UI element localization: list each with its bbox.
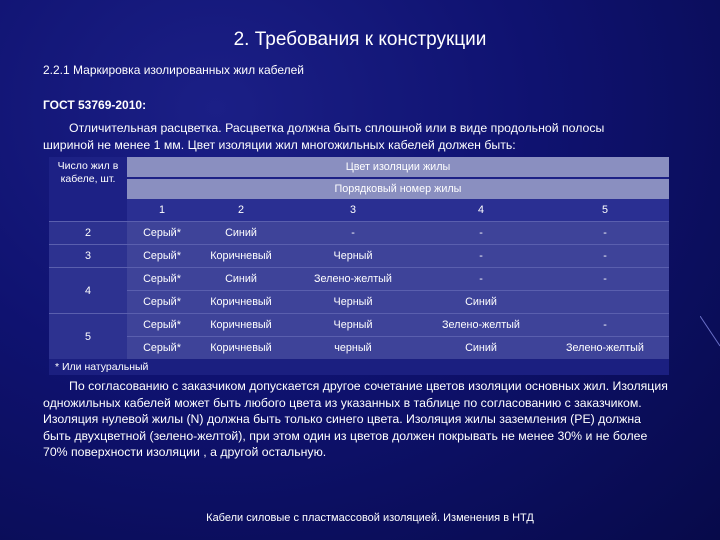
table-row [49,267,669,290]
table-cell: Серый* [127,267,197,290]
wire-number: 3 [285,199,421,221]
table-cell: - [541,221,669,244]
table-row [49,313,669,336]
table-cell: Черный [285,313,421,336]
table-cell: Коричневый [197,244,285,267]
table-cell: черный [285,336,421,359]
table-cell: Серый* [127,221,197,244]
table-cell: - [541,244,669,267]
table-cell: Зелено-желтый [541,336,669,359]
intro-paragraph: Отличительная расцветка. Расцветка должна быть сплошной или в виде продольной полосы шириной не менее 1 мм. Цвет изоляции жил многожильных кабелей должен быть: [43,121,605,152]
row-count: 2 [49,221,127,244]
table-cell: - [541,313,669,336]
table-row [49,244,669,267]
wire-number: 5 [541,199,669,221]
table-row [49,221,669,244]
standard-reference: ГОСТ 53769-2010: [43,98,147,112]
wire-number: 2 [197,199,285,221]
table-cell: Серый* [127,336,197,359]
header-wire-order: Порядковый номер жилы [127,177,669,199]
table-cell: - [285,221,421,244]
table-cell: Коричневый [197,336,285,359]
table-row [49,290,669,313]
slide-footer: Кабели силовые с пластмассовой изоляцией. Изменения в НТД [206,512,534,524]
table-cell: Черный [285,244,421,267]
row-count: 3 [49,244,127,267]
table-cell: - [421,267,541,290]
table-cell: - [541,267,669,290]
table-footnote: * Или натуральный [49,359,669,375]
table-cell: Серый* [127,290,197,313]
table-cell: Синий [197,221,285,244]
table-cell: Серый* [127,313,197,336]
slide-title: 2. Требования к конструкции [233,29,487,50]
table-cell: - [421,244,541,267]
table-cell: Коричневый [197,313,285,336]
wire-number: 1 [127,199,197,221]
table-cell: Синий [421,290,541,313]
wire-number: 4 [421,199,541,221]
table-cell: Синий [421,336,541,359]
row-count: 5 [49,313,127,359]
table-cell: Зелено-желтый [421,313,541,336]
table-cell: Серый* [127,244,197,267]
table-cell: Зелено-желтый [285,267,421,290]
table-cell: Синий [197,267,285,290]
header-insulation-color: Цвет изоляции жилы [127,157,669,177]
header-wire-count: Число жил в кабеле, шт. [49,157,127,221]
agreement-paragraph: По согласованию с заказчиком допускается другое сочетание цветов изоляции основных жил. Изоляция одножильных кабелей может быть любого цвета из указанных в таблице по согласованию с заказчиком. Изоляция нулевой жилы (N) должна быть только синего цвета. Изоляция жилы заземления (PE) должна быть двухцветной (зелено-желтой), при этом один из цветов должен покрывать не менее 30% и не более 70% поверхности изоляции , а другой остальную. [43,379,668,459]
row-count: 4 [49,267,127,313]
section-subtitle: 2.2.1 Маркировка изолированных жил кабелей [43,63,305,77]
color-table [49,157,669,375]
table-cell: Коричневый [197,290,285,313]
decorative-line [700,316,720,366]
table-cell: - [421,221,541,244]
table-row [49,336,669,359]
table-cell [541,290,669,313]
table-cell: Черный [285,290,421,313]
